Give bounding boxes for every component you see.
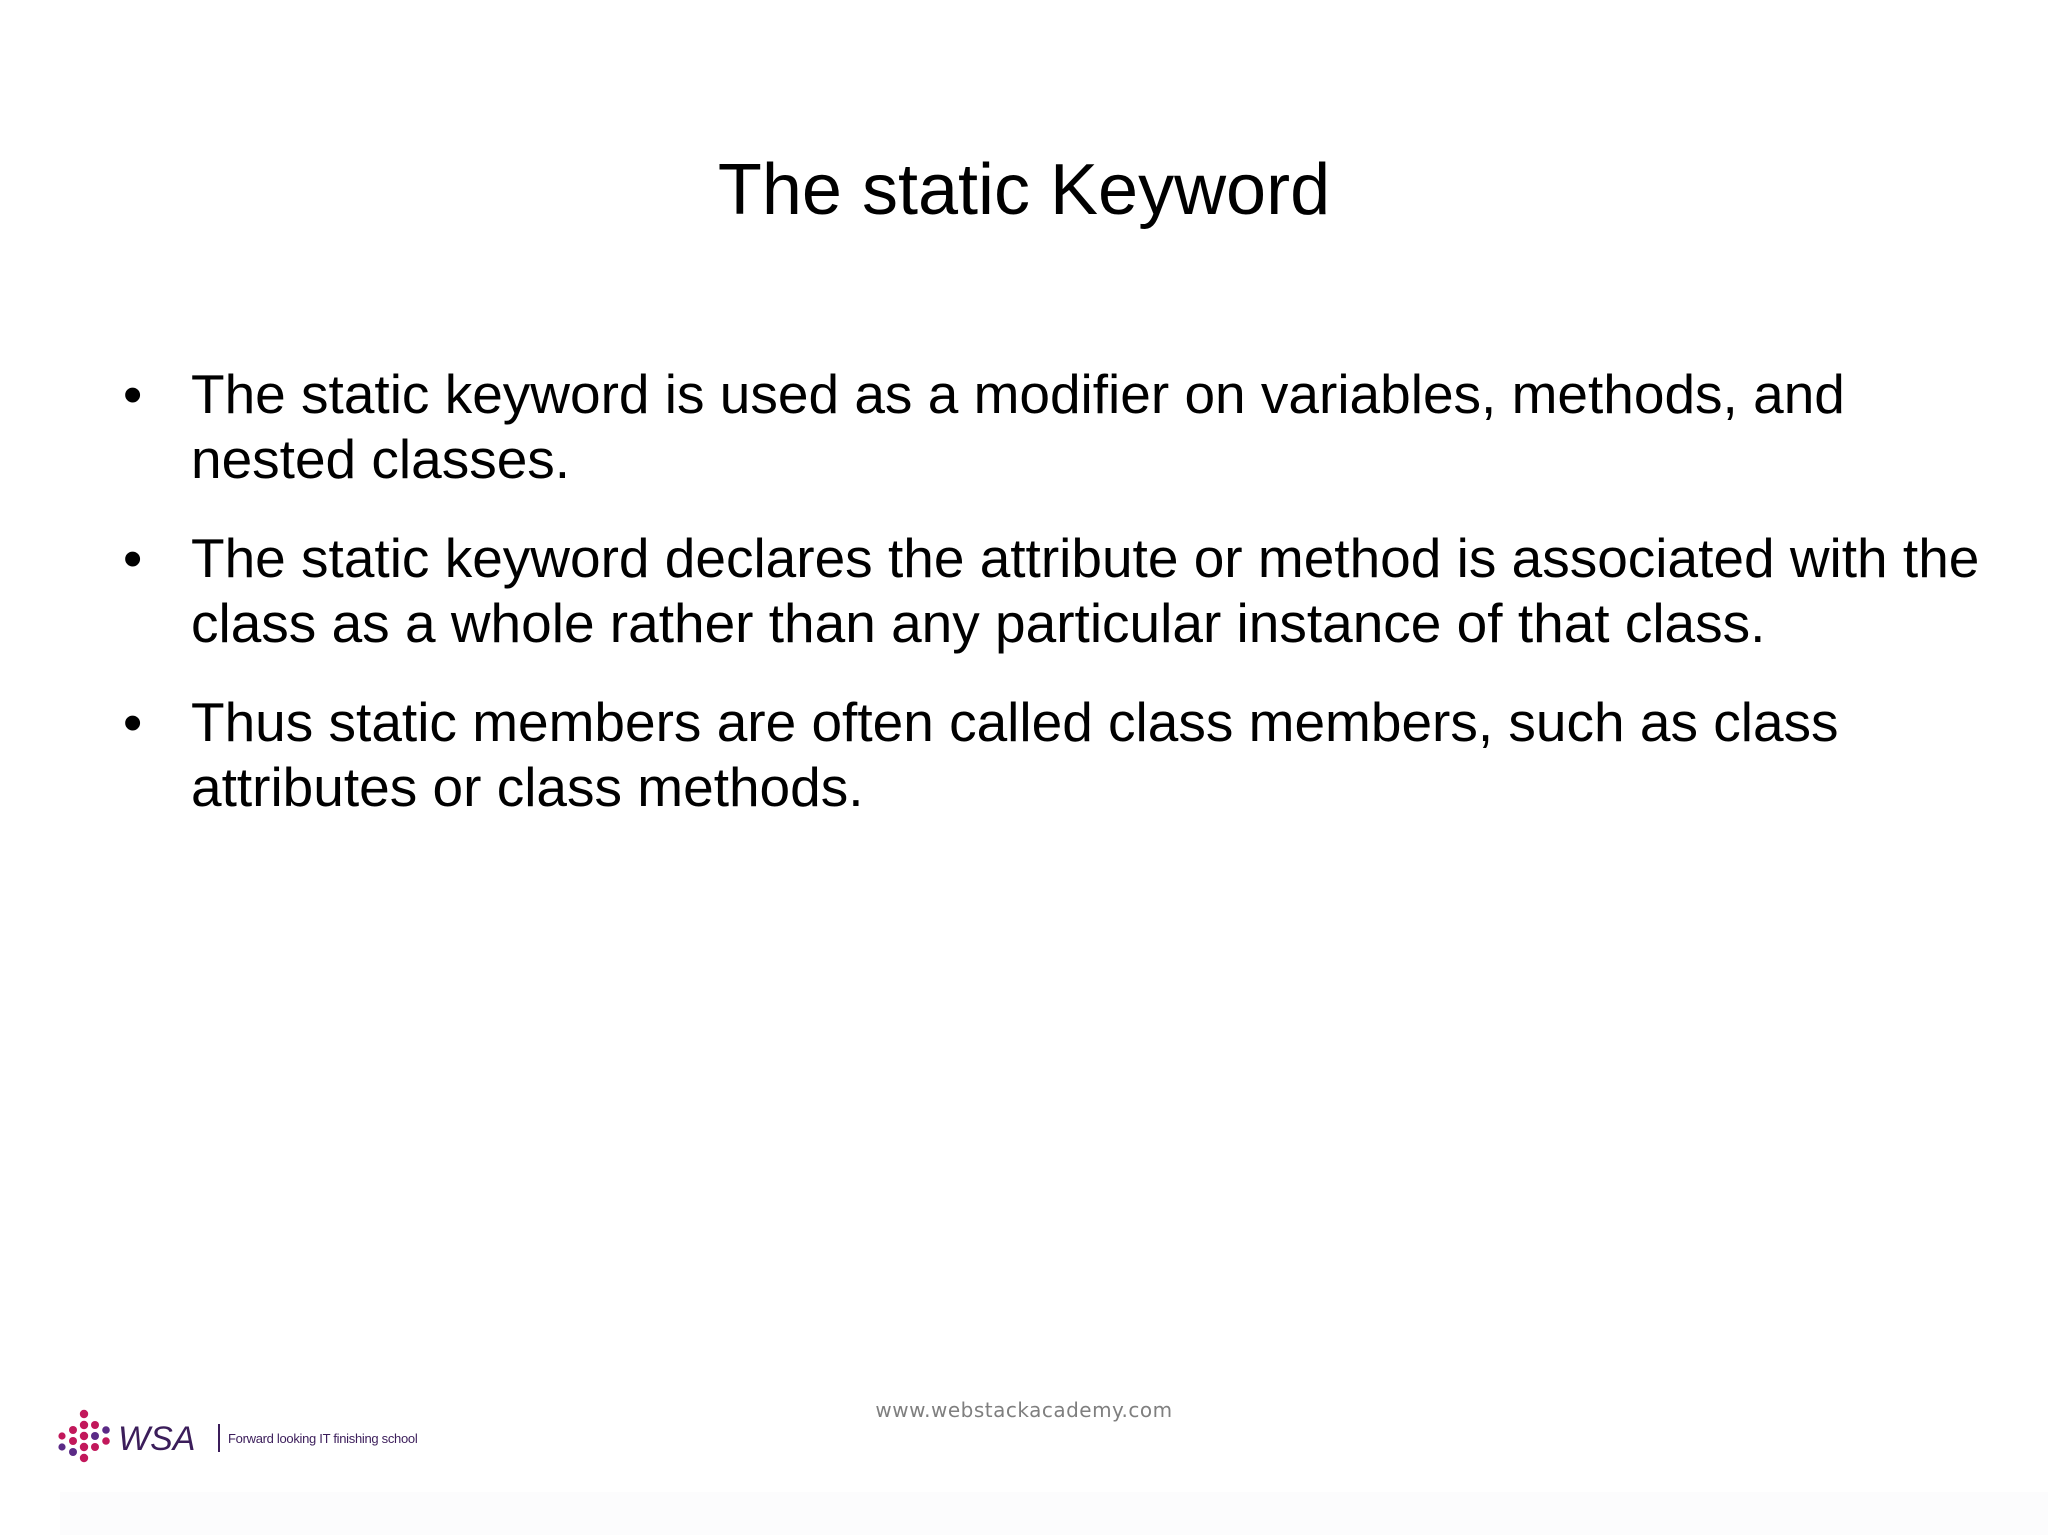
- logo-tagline: Forward looking IT finishing school: [228, 1431, 418, 1446]
- bullet-text: The static keyword declares the attribute or method is associated with the class as a whole rather than any particular instance of that class.: [191, 527, 1980, 654]
- bullet-text: Thus static members are often called class members, such as class attributes or class methods.: [191, 691, 1839, 818]
- dot-grid-logo-icon: [54, 1408, 434, 1468]
- bullet-marker: •: [123, 363, 143, 425]
- bullet-list: [118, 362, 1998, 854]
- bullet-marker: •: [123, 527, 143, 589]
- wsa-logo: [54, 1408, 434, 1468]
- bullet-item: [118, 690, 1998, 820]
- bullet-marker: •: [123, 691, 143, 753]
- bullet-item: [118, 362, 1998, 492]
- footer-url: www.webstackacademy.com: [875, 1398, 1173, 1422]
- bullet-item: [118, 526, 1998, 656]
- slide-title: The static Keyword: [717, 150, 1331, 230]
- logo-wordmark: WSA: [118, 1420, 196, 1458]
- bullet-text: The static keyword is used as a modifier on variables, methods, and nested classes.: [191, 363, 1845, 490]
- footer-band: [60, 1492, 2048, 1535]
